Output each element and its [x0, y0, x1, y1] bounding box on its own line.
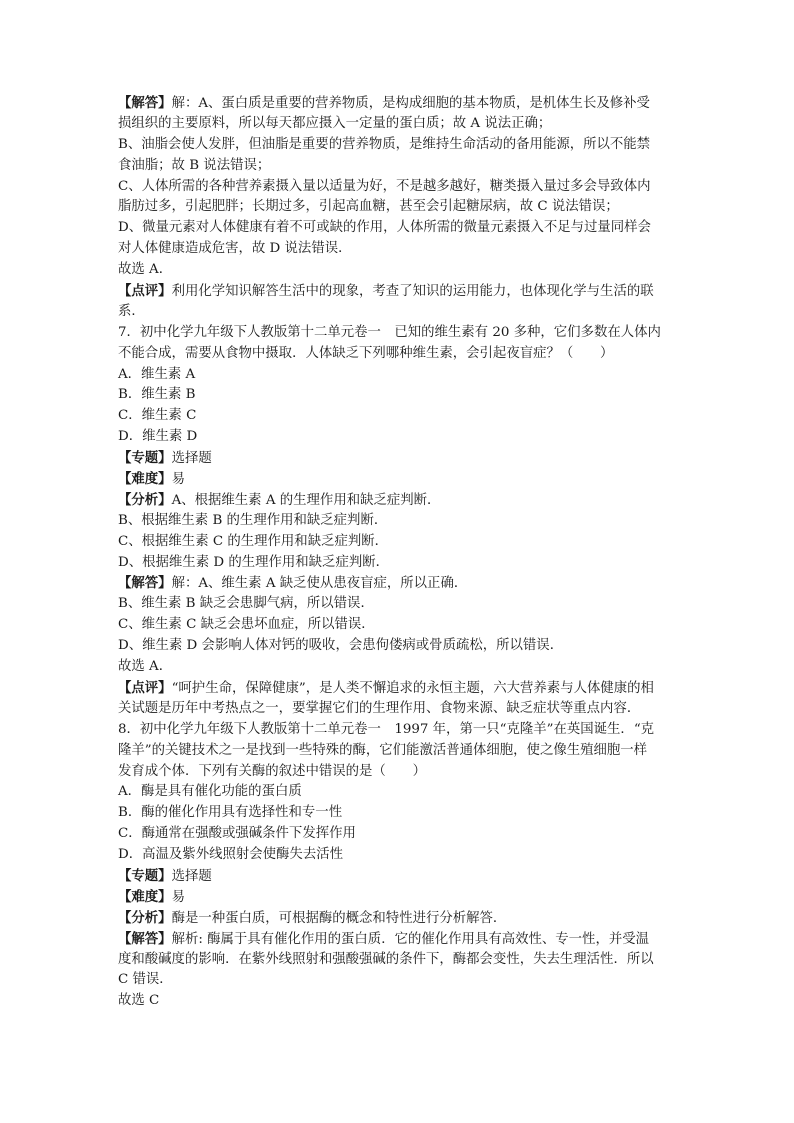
text-line: [118, 427, 678, 448]
line-text: 选择题: [171, 868, 212, 884]
line-text: B、根据维生素 B 的生理作用和缺乏症判断．: [118, 512, 388, 528]
text-line: [118, 177, 678, 198]
text-line: [118, 135, 678, 156]
text-line: [118, 803, 678, 824]
line-text: D、维生素 D 会影响人体对钙的吸收，会患佝偻病或骨质疏松，所以错误．: [118, 638, 564, 654]
text-line: [118, 218, 678, 239]
line-text: 不能合成，需要从食物中摄取．人体缺乏下列哪种维生素，会引起夜盲症？（ ）: [118, 345, 614, 361]
text-line: [118, 323, 678, 344]
section-tag: 【分析】: [118, 909, 172, 926]
line-text: D．高温及紫外线照射会使酶失去活性: [118, 847, 343, 863]
text-line: [118, 845, 678, 866]
text-line: [118, 385, 678, 406]
line-text: 选择题: [171, 451, 212, 467]
line-text: 酶是一种蛋白质，可根据酶的概念和特性进行分析解答．: [171, 910, 507, 926]
line-text: 隆羊”的关键技术之一是找到一些特殊的酶，它们能激活普通体细胞，使之像生殖细胞一样: [118, 742, 648, 758]
line-text: 故选 A．: [118, 659, 173, 675]
text-line: [118, 93, 678, 114]
text-line: [118, 532, 678, 553]
line-text: 8．初中化学九年级下人教版第十二单元卷一 1997 年，第一只“克隆羊”在英国诞生．“克: [118, 721, 655, 737]
line-text: 度和酸碱度的影响．在紫外线照射和强酸强碱的条件下，酶都会变性，失去生理活性．所以: [118, 951, 654, 967]
text-line: [118, 239, 678, 260]
line-text: 发育成个体．下列有关酶的叙述中错误的是（ ）: [118, 763, 426, 779]
line-text: 7．初中化学九年级下人教版第十二单元卷一 已知的维生素有 20 多种，它们多数在人体内: [118, 324, 661, 340]
line-text: 食油脂；故 B 说法错误；: [118, 157, 271, 173]
section-tag: 【点评】: [118, 679, 172, 696]
section-tag: 【专题】: [118, 867, 172, 884]
text-line: [118, 657, 678, 678]
text-line: [118, 594, 678, 615]
text-line: [118, 950, 678, 971]
line-text: B．维生素 B: [118, 387, 196, 403]
line-text: 利用化学知识解答生活中的现象，考查了知识的运用能力，也体现化学与生活的联: [171, 284, 654, 300]
text-line: [118, 344, 678, 365]
line-text: 系．: [118, 303, 145, 319]
section-tag: 【点评】: [118, 283, 172, 300]
line-text: A、根据维生素 A 的生理作用和缺乏症判断．: [171, 492, 441, 508]
line-text: B、维生素 B 缺乏会患脚气病，所以错误．: [118, 596, 374, 612]
section-tag: 【专题】: [118, 450, 172, 467]
line-text: 解析: 酶属于具有催化作用的蛋白质．它的催化作用具有高效性、专一性，并受温: [171, 931, 649, 947]
line-text: 关试题是历年中考热点之一，要掌握它们的生理作用、食物来源、缺乏症状等重点内容．: [118, 700, 641, 716]
text-line: [118, 511, 678, 532]
line-text: 易: [171, 889, 185, 905]
line-text: C、维生素 C 缺乏会患坏血症，所以错误．: [118, 617, 375, 633]
text-line: [118, 281, 678, 302]
line-text: A．维生素 A: [118, 366, 196, 382]
text-line: [118, 636, 678, 657]
section-tag: 【解答】: [118, 575, 172, 592]
line-text: B、油脂会使人发胖，但油脂是重要的营养物质，是维持生命活动的备用能源，所以不能禁: [118, 136, 651, 152]
line-text: 对人体健康造成危害，故 D 说法错误．: [118, 241, 352, 257]
line-text: 解：A、维生素 A 缺乏使从患夜盲症，所以正确．: [171, 576, 468, 592]
text-line: [118, 678, 678, 699]
text-line: [118, 741, 678, 762]
text-line: [118, 573, 678, 594]
text-line: [118, 991, 678, 1012]
line-text: 易: [171, 472, 185, 488]
text-line: [118, 114, 678, 135]
text-line: [118, 720, 678, 741]
section-tag: 【难度】: [118, 888, 172, 905]
document-body: [118, 93, 678, 1012]
line-text: D、微量元素对人体健康有着不可或缺的作用，人体所需的微量元素摄入不足与过量同样会: [118, 220, 651, 236]
line-text: 解：A、蛋白质是重要的营养物质，是构成细胞的基本物质，是机体生长及修补受: [171, 96, 650, 111]
line-text: C．维生素 C: [118, 408, 197, 424]
text-line: [118, 365, 678, 386]
line-text: C、根据维生素 C 的生理作用和缺乏症判断．: [118, 533, 389, 549]
text-line: [118, 553, 678, 574]
text-line: [118, 260, 678, 281]
line-text: D．维生素 D: [118, 429, 198, 445]
text-line: [118, 908, 678, 929]
text-line: [118, 490, 678, 511]
text-line: [118, 406, 678, 427]
text-line: [118, 970, 678, 991]
text-line: [118, 699, 678, 720]
text-line: [118, 824, 678, 845]
text-line: [118, 782, 678, 803]
text-line: [118, 197, 678, 218]
text-line: [118, 866, 678, 887]
text-line: [118, 929, 678, 950]
text-line: [118, 469, 678, 490]
line-text: “呵护生命，保障健康”，是人类不懈追求的永恒主题，六大营养素与人体健康的相: [171, 680, 654, 696]
text-line: [118, 615, 678, 636]
line-text: 故选 A．: [118, 262, 173, 278]
section-tag: 【难度】: [118, 471, 172, 488]
line-text: D、根据维生素 D 的生理作用和缺乏症判断．: [118, 554, 390, 570]
line-text: 脂肪过多，引起肥胖；长期过多，引起高血糖，甚至会引起糖尿病，故 C 说法错误；: [118, 199, 619, 215]
line-text: C、人体所需的各种营养素摄入量以适量为好，不是越多越好，糖类摄入量过多会导致体内: [118, 178, 651, 194]
text-line: [118, 302, 678, 323]
line-text: B．酶的催化作用具有选择性和专一性: [118, 805, 343, 821]
text-line: [118, 887, 678, 908]
line-text: 故选 C: [118, 993, 160, 1009]
line-text: A．酶是具有催化功能的蛋白质: [118, 784, 302, 800]
section-tag: 【解答】: [118, 930, 172, 947]
text-line: [118, 156, 678, 177]
line-text: C 错误．: [118, 972, 173, 988]
text-line: [118, 762, 678, 783]
line-text: 损组织的主要原料，所以每天都应摄入一定量的蛋白质；故 A 说法正确；: [118, 115, 552, 131]
section-tag: 【解答】: [118, 95, 172, 111]
line-text: C．酶通常在强酸或强碱条件下发挥作用: [118, 826, 356, 842]
text-line: [118, 448, 678, 469]
section-tag: 【分析】: [118, 491, 172, 508]
